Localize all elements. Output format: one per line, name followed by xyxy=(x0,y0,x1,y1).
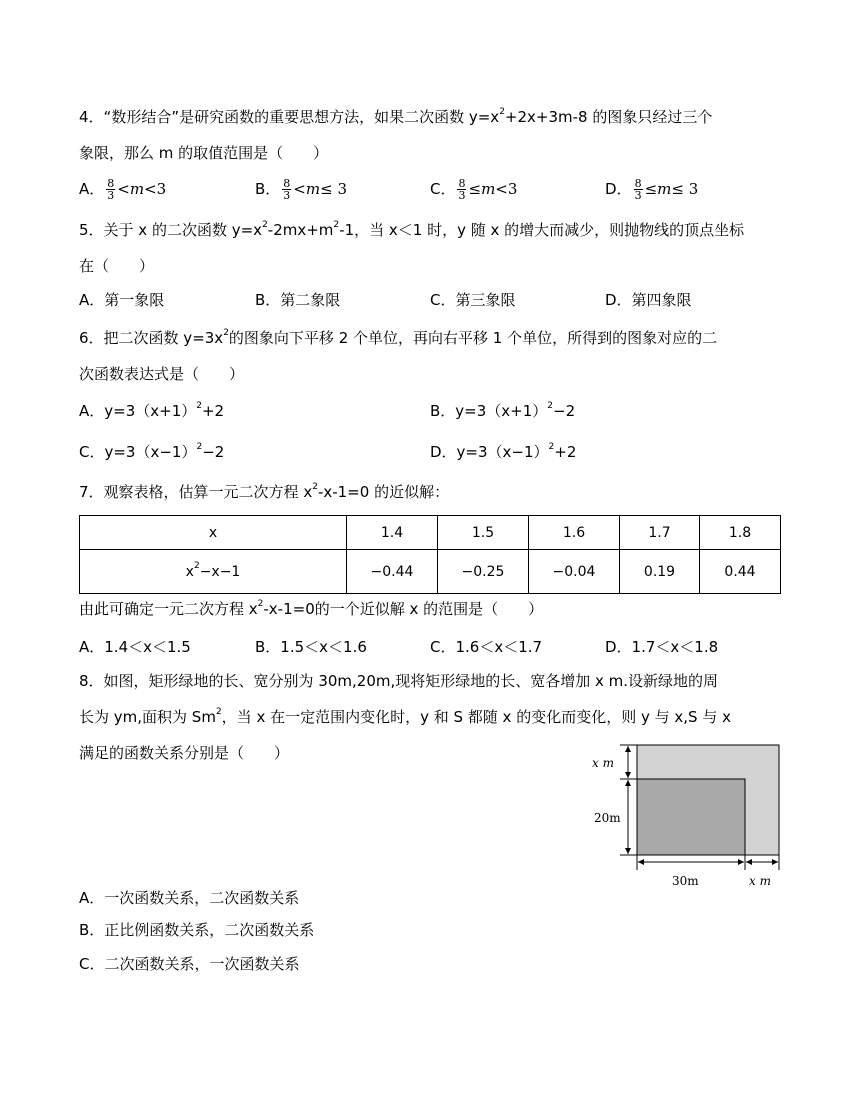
rectangle-figure xyxy=(590,740,790,890)
arrowhead xyxy=(638,859,644,865)
q4-option-b[interactable]: B． $\frac{8}{3}$ <m≤ 3 xyxy=(255,177,347,202)
arrowhead xyxy=(625,780,631,786)
q8-option-c[interactable]: C．二次函数关系，一次函数关系 xyxy=(79,955,300,973)
q6-option-a[interactable]: A．$y=3(x+1)^2+2$ xyxy=(79,401,225,420)
q7-stem-line1: 7．观察表格，估算一元二次方程 $x^2-x-1=0$ 的近似解： xyxy=(79,482,450,501)
label-x-top: x m xyxy=(592,756,614,770)
q6-stem-line2: 次函数表达式是（ ） xyxy=(79,365,245,383)
table-cell: 1.8 xyxy=(700,516,781,550)
q5-option-d[interactable]: D．第四象限 xyxy=(605,291,692,309)
q4-stem-line1: 4．“数形结合”是研究函数的重要思想方法，如果二次函数 $y=x^2+2x+3m-8$ 的图象只经过三个 xyxy=(79,107,713,126)
q7-option-c[interactable]: C．1.6＜x＜1.7 xyxy=(430,638,543,656)
table-cell: 1.4 xyxy=(347,516,438,550)
q6-stem-line1: 6．把二次函数 $y=3x^2$的图象向下平移 2 个单位，再向右平移 1 个单位，所得到的图象对应的二 xyxy=(79,328,718,347)
arrowhead xyxy=(625,848,631,854)
table-cell: −0.44 xyxy=(347,550,438,594)
table-cell: 1.6 xyxy=(529,516,620,550)
arrowhead xyxy=(738,859,744,865)
q5-option-c[interactable]: C．第三象限 xyxy=(430,291,516,309)
table-cell: 0.19 xyxy=(620,550,700,594)
table-cell: −0.04 xyxy=(529,550,620,594)
label-x-bottom: x m xyxy=(749,874,771,888)
q7-follow-up: 由此可确定一元二次方程 $x^2-x-1=0$的一个近似解 x 的范围是（ ） xyxy=(79,599,544,618)
q5-stem-line2: 在（ ） xyxy=(79,257,155,275)
arrowhead xyxy=(746,859,752,865)
inner-rectangle xyxy=(637,779,745,855)
q8-stem-line3: 满足的函数关系分别是（ ） xyxy=(79,744,290,762)
q7-option-d[interactable]: D．1.7＜x＜1.8 xyxy=(605,638,719,656)
q8-stem-line2: 长为 ym,面积为 Sm$^2$，当 x 在一定范围内变化时，y 和 S 都随 x 的变化而变化，则 y 与 x,S 与 x xyxy=(79,707,731,726)
table-cell: 1.7 xyxy=(620,516,700,550)
table-cell: 0.44 xyxy=(700,550,781,594)
arrowhead xyxy=(625,772,631,778)
q4-option-d[interactable]: D． $\frac{8}{3}$ ≤m≤ 3 xyxy=(605,177,699,202)
q4-stem-line2: 象限，那么 m 的取值范围是（ ） xyxy=(79,144,329,162)
q8-option-a[interactable]: A．一次函数关系，二次函数关系 xyxy=(79,889,300,907)
q7-option-b[interactable]: B．1.5＜x＜1.6 xyxy=(255,638,367,656)
label-30m: 30m xyxy=(672,874,699,888)
q7-value-table xyxy=(79,515,781,594)
q8-option-b[interactable]: B．正比例函数关系，二次函数关系 xyxy=(79,921,315,939)
table-row xyxy=(80,516,781,550)
q4-option-c[interactable]: C． $\frac{8}{3}$ ≤m<3 xyxy=(430,177,518,202)
q6-option-b[interactable]: B．$y=3(x+1)^2-2$ xyxy=(430,401,576,420)
arrowhead xyxy=(772,859,778,865)
table-cell: x xyxy=(80,516,347,550)
label-20m: 20m xyxy=(594,811,621,825)
table-row xyxy=(80,550,781,594)
q6-option-c[interactable]: C．$y=3(x-1)^2-2$ xyxy=(79,442,225,461)
table-cell: $x^2-x-1$ xyxy=(80,550,347,594)
q6-option-d[interactable]: D．$y=3(x-1)^2+2$ xyxy=(430,442,577,461)
q4-option-a[interactable]: A． $\frac{8}{3}$ <m<3 xyxy=(79,177,167,202)
q5-option-b[interactable]: B．第二象限 xyxy=(255,291,341,309)
q7-option-a[interactable]: A．1.4＜x＜1.5 xyxy=(79,638,191,656)
arrowhead xyxy=(625,746,631,752)
table-cell: 1.5 xyxy=(438,516,529,550)
q8-stem-line1: 8．如图，矩形绿地的长、宽分别为 30m,20m,现将矩形绿地的长、宽各增加 x m.设新绿地的周 xyxy=(79,672,719,690)
table-cell: −0.25 xyxy=(438,550,529,594)
q5-option-a[interactable]: A．第一象限 xyxy=(79,291,165,309)
q5-stem-line1: 5．关于 x 的二次函数 $y=x^2-2mx+m^2-1$，当 x＜1 时，y 随 x 的增大而减少，则抛物线的顶点坐标 xyxy=(79,220,745,239)
